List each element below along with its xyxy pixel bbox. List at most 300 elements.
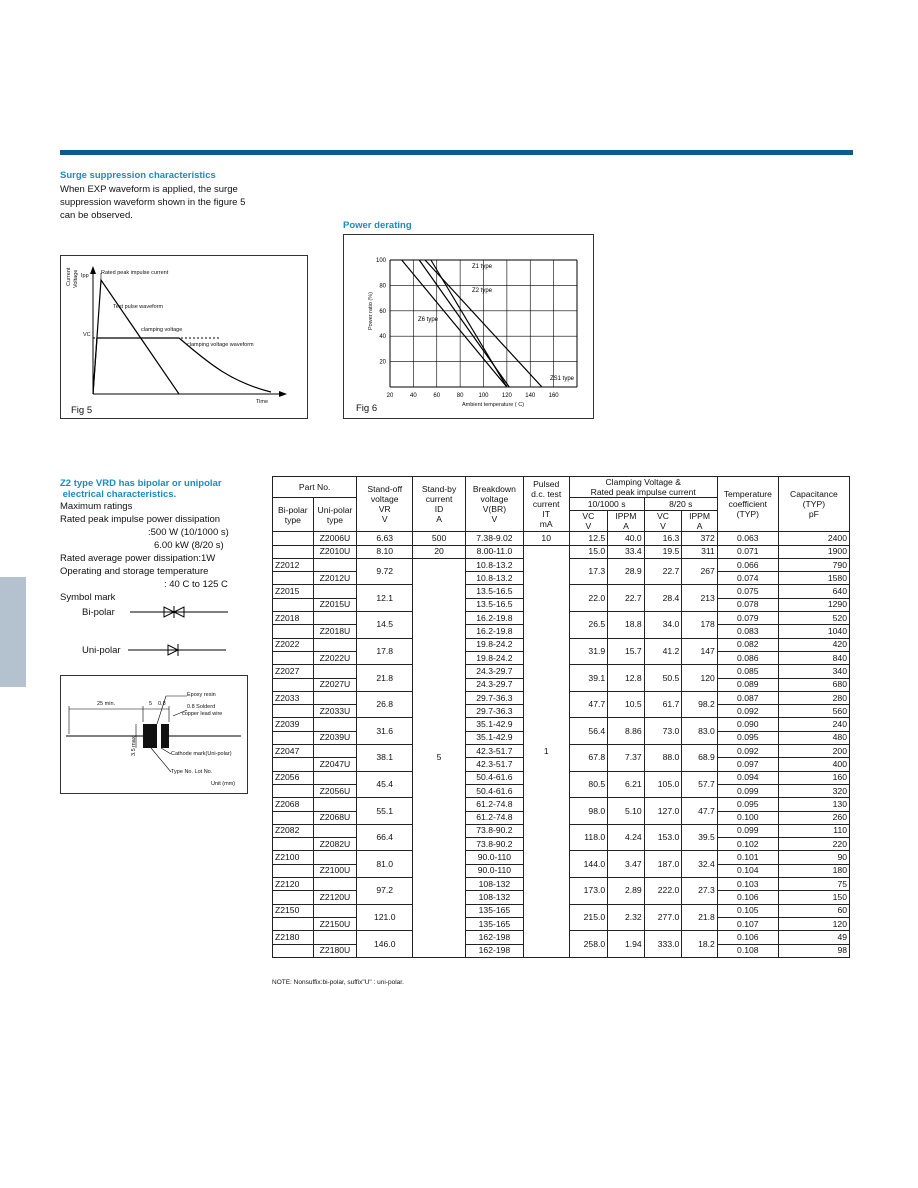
fig5-test-pulse: Test pulse waveform xyxy=(113,304,164,310)
cell-cap: 120 xyxy=(778,917,849,930)
cell-temp: 0.074 xyxy=(717,572,778,585)
cell-unipolar: Z2100U xyxy=(313,864,357,877)
symbol-mark: Symbol mark xyxy=(60,592,116,603)
cell-unipolar: Z2150U xyxy=(313,917,357,930)
cell-breakdown: 73.8-90.2 xyxy=(465,838,523,851)
cell-unipolar: Z2027U xyxy=(313,678,357,691)
cell-vc2: 333.0 xyxy=(644,931,682,958)
th-ipp1-unit: A xyxy=(623,521,629,532)
cell-breakdown: 10.8-13.2 xyxy=(465,572,523,585)
cell-temp: 0.079 xyxy=(717,612,778,625)
cell-breakdown: 42.3-51.7 xyxy=(465,758,523,771)
cell-standoff: 12.1 xyxy=(357,585,413,612)
cell-bipolar: Z2180 xyxy=(273,931,314,944)
cell-cap: 240 xyxy=(778,718,849,731)
cell-bipolar: Z2120 xyxy=(273,878,314,891)
cell-vc1: 17.3 xyxy=(569,558,608,585)
cell-ipp2: 83.0 xyxy=(682,718,718,745)
fig5-ylabel-2: Voltage xyxy=(73,269,79,288)
th-ipp2-sym: IPPM xyxy=(689,511,711,522)
typeno-label: Type No. Lot No. xyxy=(171,769,213,775)
cell-temp: 0.106 xyxy=(717,931,778,944)
spec-table xyxy=(272,476,850,958)
cell-unipolar: Z2068U xyxy=(313,811,357,824)
y-tick-label: 60 xyxy=(379,308,386,315)
cell-unipolar: Z2180U xyxy=(313,944,357,957)
cell-standby: 20 xyxy=(413,545,466,558)
y-tick-label: 40 xyxy=(379,334,386,341)
cell-unipolar: Z2120U xyxy=(313,891,357,904)
cell-cap: 840 xyxy=(778,651,849,664)
cell-vc2: 34.0 xyxy=(644,612,682,639)
cell-cap: 340 xyxy=(778,665,849,678)
cell-ipp2: 120 xyxy=(682,665,718,692)
cell-unipolar: Z2010U xyxy=(313,545,357,558)
cell-vc1: 12.5 xyxy=(569,532,608,545)
cell-bipolar xyxy=(273,838,314,851)
cell-vc2: 187.0 xyxy=(644,851,682,878)
cell-standoff: 26.8 xyxy=(357,691,413,718)
cell-standoff: 17.8 xyxy=(357,638,413,665)
cell-temp: 0.063 xyxy=(717,532,778,545)
cell-vc1: 67.8 xyxy=(569,745,608,772)
cell-vc2: 50.5 xyxy=(644,665,682,692)
cell-standoff: 31.6 xyxy=(357,718,413,745)
series-line xyxy=(402,260,507,387)
cell-ipp1: 6.21 xyxy=(608,771,645,798)
cell-ipp2: 372 xyxy=(682,532,718,545)
cell-cap: 2400 xyxy=(778,532,849,545)
cell-vc2: 16.3 xyxy=(644,532,682,545)
cell-cap: 1900 xyxy=(778,545,849,558)
th-cap-label: Capacitance (TYP) xyxy=(790,489,838,510)
series-label: Z1 type xyxy=(472,264,493,270)
cell-temp: 0.105 xyxy=(717,904,778,917)
th-temp: Temperature coefficient (TYP) xyxy=(717,477,778,532)
cell-ipp2: 311 xyxy=(682,545,718,558)
cell-bipolar xyxy=(273,545,314,558)
th-pulsed-label: Pulsed d.c. test current xyxy=(531,479,562,510)
cell-cap: 280 xyxy=(778,691,849,704)
cell-temp: 0.097 xyxy=(717,758,778,771)
op-temp-val: : 40 C to 125 C xyxy=(164,579,228,590)
cell-unipolar xyxy=(313,745,357,758)
lead-label: 0.8 Solderd xyxy=(187,704,216,710)
dim-phi: 3.5 max xyxy=(131,736,137,756)
cell-breakdown: 90.0-110 xyxy=(465,864,523,877)
fig5-ipp: Ipp xyxy=(81,273,89,279)
x-tick-label: 140 xyxy=(525,393,536,399)
z2-specs xyxy=(60,500,280,604)
cell-unipolar xyxy=(313,638,357,651)
cell-breakdown: 42.3-51.7 xyxy=(465,745,523,758)
cell-ipp1: 15.7 xyxy=(608,638,645,665)
cell-temp: 0.082 xyxy=(717,638,778,651)
cell-breakdown: 8.00-11.0 xyxy=(465,545,523,558)
th-vc1-unit: V xyxy=(585,521,592,532)
cell-pulsed: 10 xyxy=(523,532,569,545)
cell-vc1: 15.0 xyxy=(569,545,608,558)
cell-breakdown: 50.4-61.6 xyxy=(465,784,523,797)
th-unipolar: Uni-polar type xyxy=(313,498,357,532)
cell-temp: 0.092 xyxy=(717,705,778,718)
cell-bipolar: Z2082 xyxy=(273,824,314,837)
cell-temp: 0.092 xyxy=(717,745,778,758)
cell-cap: 1290 xyxy=(778,598,849,611)
bipolar-symbol xyxy=(130,604,230,620)
cell-standoff: 9.72 xyxy=(357,558,413,585)
cell-unipolar xyxy=(313,558,357,571)
op-temp: Operating and storage temperature xyxy=(60,566,209,577)
cell-standoff: 21.8 xyxy=(357,665,413,692)
cell-breakdown: 19.8-24.2 xyxy=(465,651,523,664)
cell-vc1: 56.4 xyxy=(569,718,608,745)
cell-vc1: 22.0 xyxy=(569,585,608,612)
cell-bipolar xyxy=(273,705,314,718)
series-label: Z2 type xyxy=(472,288,493,294)
cell-temp: 0.099 xyxy=(717,824,778,837)
cell-breakdown: 108-132 xyxy=(465,891,523,904)
cell-temp: 0.099 xyxy=(717,784,778,797)
x-tick-label: 120 xyxy=(501,393,512,399)
cell-vc1: 118.0 xyxy=(569,824,608,851)
cell-cap: 49 xyxy=(778,931,849,944)
z2-title-2: electrical characteristics. xyxy=(60,489,177,500)
cathode-label: Cathode mark(Uni-polar) xyxy=(171,751,232,757)
cell-unipolar xyxy=(313,771,357,784)
fig6-xlabel: Ambient temperature ( C) xyxy=(462,402,525,408)
table-note: NOTE: Nonsuffix:bi-polar, suffix"U" : uni-polar. xyxy=(272,979,404,986)
cell-cap: 90 xyxy=(778,851,849,864)
cell-temp: 0.101 xyxy=(717,851,778,864)
cell-breakdown: 61.2-74.8 xyxy=(465,798,523,811)
cell-vc2: 127.0 xyxy=(644,798,682,825)
cell-pulsed: 1 xyxy=(523,545,569,957)
cell-temp: 0.089 xyxy=(717,678,778,691)
cell-vc1: 47.7 xyxy=(569,691,608,718)
cell-ipp1: 5.10 xyxy=(608,798,645,825)
x-tick-label: 80 xyxy=(456,393,464,399)
cell-breakdown: 13.5-16.5 xyxy=(465,585,523,598)
cell-breakdown: 24.3-29.7 xyxy=(465,678,523,691)
rated-peak-2: 6.00 kW (8/20 s) xyxy=(154,540,224,551)
fig6-label: Fig 6 xyxy=(356,403,378,414)
cell-bipolar xyxy=(273,811,314,824)
x-tick-label: 20 xyxy=(386,393,394,399)
cell-breakdown: 24.3-29.7 xyxy=(465,665,523,678)
y-tick-label: 100 xyxy=(375,258,386,264)
cell-standoff: 121.0 xyxy=(357,904,413,931)
cell-vc2: 22.7 xyxy=(644,558,682,585)
cell-ipp1: 7.37 xyxy=(608,745,645,772)
th-partno: Part No. xyxy=(273,477,357,498)
cell-ipp2: 178 xyxy=(682,612,718,639)
cell-bipolar: Z2012 xyxy=(273,558,314,571)
cell-temp: 0.085 xyxy=(717,665,778,678)
fig6-ylabel: Power ratio (%) xyxy=(368,292,374,330)
cell-unipolar: Z2006U xyxy=(313,532,357,545)
cell-breakdown: 90.0-110 xyxy=(465,851,523,864)
cell-bipolar xyxy=(273,891,314,904)
cell-ipp2: 39.5 xyxy=(682,824,718,851)
th-standoff-label: Stand-off voltage xyxy=(367,484,403,505)
cell-bipolar xyxy=(273,598,314,611)
cell-vc2: 28.4 xyxy=(644,585,682,612)
cell-temp: 0.102 xyxy=(717,838,778,851)
th-vc2-sym: VC xyxy=(657,511,669,522)
unipolar-symbol xyxy=(128,642,228,658)
th-vc2 xyxy=(644,511,682,532)
cell-vc1: 173.0 xyxy=(569,878,608,905)
series-line xyxy=(419,260,509,387)
surge-text-line: suppression waveform shown in the figure 5 xyxy=(60,197,246,208)
power-derating-chart xyxy=(344,235,593,418)
cell-standoff: 45.4 xyxy=(357,771,413,798)
cell-vc2: 41.2 xyxy=(644,638,682,665)
cell-ipp2: 147 xyxy=(682,638,718,665)
cell-bipolar: Z2100 xyxy=(273,851,314,864)
cell-cap: 1040 xyxy=(778,625,849,638)
cell-bipolar: Z2056 xyxy=(273,771,314,784)
th-bipolar: Bi-polar type xyxy=(273,498,314,532)
cell-temp: 0.075 xyxy=(717,585,778,598)
cell-unipolar: Z2047U xyxy=(313,758,357,771)
cell-cap: 60 xyxy=(778,904,849,917)
cell-standoff: 81.0 xyxy=(357,851,413,878)
cell-cap: 560 xyxy=(778,705,849,718)
cell-unipolar xyxy=(313,798,357,811)
z2-title-1: Z2 type VRD has bipolar or unipolar xyxy=(60,478,222,489)
cell-bipolar: Z2047 xyxy=(273,745,314,758)
cell-ipp2: 267 xyxy=(682,558,718,585)
cell-vc2: 73.0 xyxy=(644,718,682,745)
cell-bipolar xyxy=(273,917,314,930)
cell-temp: 0.107 xyxy=(717,917,778,930)
cell-bipolar: Z2018 xyxy=(273,612,314,625)
cell-ipp1: 2.32 xyxy=(608,904,645,931)
top-rule xyxy=(60,150,853,155)
surge-text-line: When EXP waveform is applied, the surge xyxy=(60,184,238,195)
cell-standoff: 8.10 xyxy=(357,545,413,558)
cell-bipolar xyxy=(273,731,314,744)
cell-cap: 680 xyxy=(778,678,849,691)
fig5-rated-peak: Rated peak impulse current xyxy=(101,270,169,276)
cell-bipolar xyxy=(273,758,314,771)
cell-ipp1: 33.4 xyxy=(608,545,645,558)
cell-ipp1: 3.47 xyxy=(608,851,645,878)
cell-unipolar: Z2018U xyxy=(313,625,357,638)
cell-standoff: 14.5 xyxy=(357,612,413,639)
cell-bipolar xyxy=(273,651,314,664)
rated-peak-1: :500 W (10/1000 s) xyxy=(148,527,229,538)
fig5-box xyxy=(60,255,308,419)
cell-ipp1: 8.86 xyxy=(608,718,645,745)
th-breakdown-unit: V xyxy=(491,514,498,525)
cell-ipp1: 28.9 xyxy=(608,558,645,585)
epoxy-label: Epoxy resin xyxy=(187,692,216,698)
cell-breakdown: 162-198 xyxy=(465,944,523,957)
fig5-time: Time xyxy=(256,399,269,405)
cell-temp: 0.095 xyxy=(717,731,778,744)
th-standoff-sym: VR xyxy=(378,504,391,515)
cell-bipolar xyxy=(273,864,314,877)
cell-breakdown: 29.7-36.3 xyxy=(465,691,523,704)
cell-temp: 0.087 xyxy=(717,691,778,704)
cell-ipp1: 4.24 xyxy=(608,824,645,851)
cell-cap: 420 xyxy=(778,638,849,651)
cell-breakdown: 135-165 xyxy=(465,904,523,917)
cell-vc2: 105.0 xyxy=(644,771,682,798)
y-tick-label: 20 xyxy=(379,359,386,366)
cell-unipolar xyxy=(313,691,357,704)
cell-unipolar xyxy=(313,718,357,731)
dim-5: 5 xyxy=(149,701,153,707)
cell-temp: 0.094 xyxy=(717,771,778,784)
x-tick-label: 160 xyxy=(548,393,559,399)
th-clamp-1: Clamping Voltage & xyxy=(605,477,681,487)
th-standby-unit: A xyxy=(436,514,442,525)
cell-cap: 110 xyxy=(778,824,849,837)
cell-temp: 0.100 xyxy=(717,811,778,824)
th-breakdown xyxy=(465,477,523,532)
cell-temp: 0.078 xyxy=(717,598,778,611)
cell-ipp1: 18.8 xyxy=(608,612,645,639)
cell-cap: 150 xyxy=(778,891,849,904)
cell-vc1: 39.1 xyxy=(569,665,608,692)
cell-ipp2: 18.2 xyxy=(682,931,718,958)
unit-label: Unit (mm) xyxy=(211,781,236,787)
cell-unipolar: Z2056U xyxy=(313,784,357,797)
cell-standoff: 66.4 xyxy=(357,824,413,851)
cell-ipp1: 40.0 xyxy=(608,532,645,545)
th-breakdown-sym: V(BR) xyxy=(482,504,507,515)
x-tick-label: 60 xyxy=(433,393,441,399)
bipolar-label: Bi-polar xyxy=(82,607,115,618)
cell-unipolar xyxy=(313,585,357,598)
cell-ipp1: 10.5 xyxy=(608,691,645,718)
cell-vc1: 80.5 xyxy=(569,771,608,798)
cell-temp: 0.071 xyxy=(717,545,778,558)
cell-vc1: 144.0 xyxy=(569,851,608,878)
cell-cap: 75 xyxy=(778,878,849,891)
cell-bipolar: Z2015 xyxy=(273,585,314,598)
cell-standoff: 146.0 xyxy=(357,931,413,958)
th-breakdown-label: Breakdown voltage xyxy=(472,484,516,505)
cell-temp: 0.086 xyxy=(717,651,778,664)
cell-vc2: 61.7 xyxy=(644,691,682,718)
th-standoff-unit: V xyxy=(381,514,388,525)
cell-ipp2: 213 xyxy=(682,585,718,612)
cell-cap: 180 xyxy=(778,864,849,877)
dim-25: 25 min. xyxy=(97,701,116,707)
cell-standby: 5 xyxy=(413,558,466,957)
cell-breakdown: 29.7-36.3 xyxy=(465,705,523,718)
cell-standoff: 38.1 xyxy=(357,745,413,772)
cell-unipolar xyxy=(313,612,357,625)
cell-ipp2: 57.7 xyxy=(682,771,718,798)
cell-bipolar xyxy=(273,532,314,545)
cell-bipolar xyxy=(273,625,314,638)
th-cap xyxy=(778,477,849,532)
fig6-box xyxy=(343,234,594,419)
cell-temp: 0.083 xyxy=(717,625,778,638)
cell-ipp2: 32.4 xyxy=(682,851,718,878)
cell-breakdown: 13.5-16.5 xyxy=(465,598,523,611)
th-ipp1 xyxy=(608,511,645,532)
cell-vc2: 88.0 xyxy=(644,745,682,772)
cell-ipp2: 21.8 xyxy=(682,904,718,931)
unipolar-label: Uni-polar xyxy=(82,645,121,656)
cell-unipolar xyxy=(313,824,357,837)
cell-unipolar xyxy=(313,665,357,678)
cell-temp: 0.066 xyxy=(717,558,778,571)
cell-temp: 0.104 xyxy=(717,864,778,877)
cell-ipp2: 47.7 xyxy=(682,798,718,825)
th-clamp-2: Rated peak impulse current xyxy=(590,487,696,497)
dimension-box xyxy=(60,675,248,794)
cell-cap: 1580 xyxy=(778,572,849,585)
cell-temp: 0.095 xyxy=(717,798,778,811)
power-derating-title: Power derating xyxy=(343,220,412,231)
cell-breakdown: 7.38-9.02 xyxy=(465,532,523,545)
cell-cap: 200 xyxy=(778,745,849,758)
fig5-ylabel-1: Current xyxy=(66,267,72,286)
fig5-diagram xyxy=(61,256,307,418)
lead-label-2: copper lead wire xyxy=(182,711,223,717)
th-ipp2 xyxy=(682,511,718,532)
cell-breakdown: 16.2-19.8 xyxy=(465,625,523,638)
cell-bipolar: Z2039 xyxy=(273,718,314,731)
cell-vc1: 31.9 xyxy=(569,638,608,665)
cell-temp: 0.103 xyxy=(717,878,778,891)
cell-unipolar: Z2033U xyxy=(313,705,357,718)
th-vc1 xyxy=(569,511,608,532)
cell-standby: 500 xyxy=(413,532,466,545)
th-ipp2-unit: A xyxy=(696,521,703,532)
cell-cap: 220 xyxy=(778,838,849,851)
cell-vc2: 277.0 xyxy=(644,904,682,931)
th-standby xyxy=(413,477,466,532)
avg-power: Rated average power dissipation:1W xyxy=(60,553,216,564)
cell-cap: 520 xyxy=(778,612,849,625)
cell-ipp1: 12.8 xyxy=(608,665,645,692)
cell-ipp1: 2.89 xyxy=(608,878,645,905)
cell-breakdown: 108-132 xyxy=(465,878,523,891)
cell-cap: 320 xyxy=(778,784,849,797)
side-tab xyxy=(0,577,26,687)
cell-ipp2: 27.3 xyxy=(682,878,718,905)
cell-temp: 0.106 xyxy=(717,891,778,904)
cell-ipp1: 22.7 xyxy=(608,585,645,612)
fig5-vc: VC xyxy=(83,332,91,338)
cell-unipolar: Z2022U xyxy=(313,651,357,664)
series-label: Z6 type xyxy=(418,317,439,323)
cell-standoff: 55.1 xyxy=(357,798,413,825)
th-standby-label: Stand-by current xyxy=(421,484,457,505)
cell-bipolar: Z2022 xyxy=(273,638,314,651)
cell-vc2: 153.0 xyxy=(644,824,682,851)
cell-standoff: 6.63 xyxy=(357,532,413,545)
cell-cap: 130 xyxy=(778,798,849,811)
th-cap-unit: pF xyxy=(808,509,819,520)
cell-vc1: 26.5 xyxy=(569,612,608,639)
cell-breakdown: 10.8-13.2 xyxy=(465,558,523,571)
cell-ipp1: 1.94 xyxy=(608,931,645,958)
cell-bipolar: Z2150 xyxy=(273,904,314,917)
cell-temp: 0.108 xyxy=(717,944,778,957)
cell-breakdown: 16.2-19.8 xyxy=(465,612,523,625)
cell-cap: 260 xyxy=(778,811,849,824)
